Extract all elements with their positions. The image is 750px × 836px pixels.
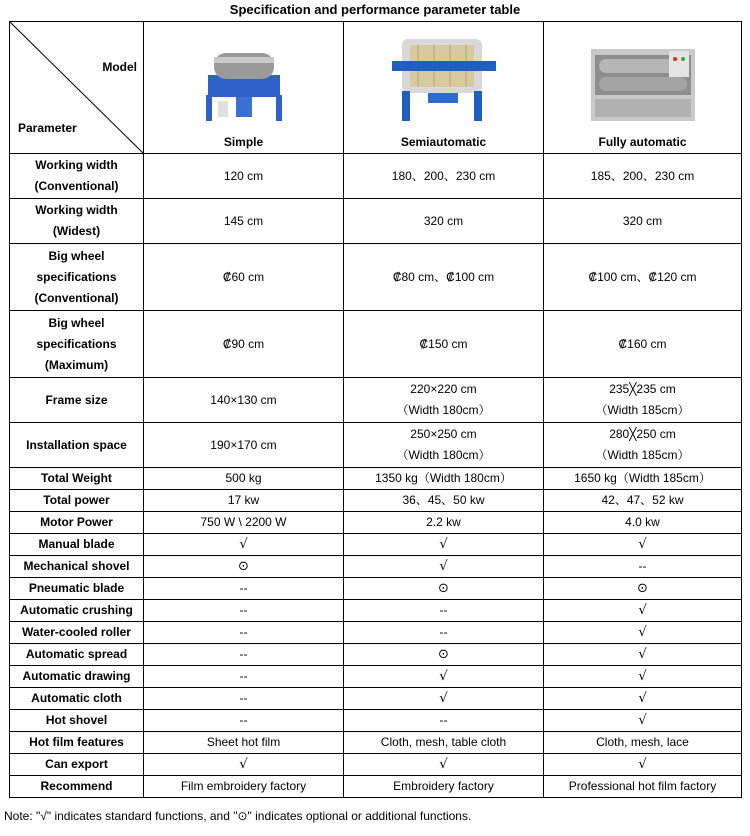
value-cell	[544, 512, 742, 534]
value-cell	[544, 199, 742, 244]
value-cell	[144, 600, 344, 622]
value-cell	[144, 311, 344, 378]
value-line: （Width 185cm）	[595, 448, 690, 462]
model-fully-automatic-cell	[544, 22, 742, 154]
fully-automatic-machine-photo	[585, 41, 701, 125]
parameter-cell	[10, 490, 144, 512]
table-row	[10, 199, 742, 244]
parameter-label-line: Mechanical shovel	[23, 559, 130, 573]
value-cell	[544, 578, 742, 600]
value-cell	[144, 578, 344, 600]
parameter-cell	[10, 154, 144, 199]
parameter-cell	[10, 378, 144, 423]
standard-check-icon: √	[439, 691, 448, 706]
value-text: ₡100 cm、₡120 cm	[588, 269, 697, 284]
parameter-label-line: (Conventional)	[34, 179, 119, 193]
parameter-label-line: Automatic drawing	[22, 669, 131, 683]
standard-check-icon: √	[638, 669, 647, 684]
parameter-cell	[10, 644, 144, 666]
parameter-cell	[10, 556, 144, 578]
value-cell	[544, 311, 742, 378]
value-cell	[144, 468, 344, 490]
optional-circle-icon: ⊙	[438, 647, 449, 662]
value-cell	[144, 534, 344, 556]
value-cell	[544, 754, 742, 776]
parameter-label-line: Automatic spread	[25, 647, 128, 661]
value-text: ₡60 cm	[222, 269, 265, 284]
value-text: 320 cm	[622, 213, 663, 228]
parameter-cell	[10, 754, 144, 776]
value-cell	[544, 468, 742, 490]
value-cell	[344, 490, 544, 512]
value-cell	[544, 688, 742, 710]
value-cell	[144, 244, 344, 311]
value-text: 1650 kg（Width 185cm）	[574, 471, 711, 485]
value-text: 36、45、50 kw	[402, 493, 485, 507]
value-cell	[544, 600, 742, 622]
value-text: --	[239, 669, 248, 683]
value-text: Cloth, mesh, lace	[596, 735, 689, 749]
parameter-label-line: (Widest)	[52, 224, 101, 238]
value-text: --	[439, 713, 448, 727]
standard-check-icon: √	[239, 537, 248, 552]
parameter-cell	[10, 423, 144, 468]
table-row	[10, 644, 742, 666]
value-text: 120 cm	[223, 168, 264, 183]
value-cell	[144, 378, 344, 423]
parameter-label-line: Big wheel	[48, 315, 105, 330]
value-line: 250×250 cm	[410, 427, 477, 441]
table-row	[10, 732, 742, 754]
parameter-label-line: (Conventional)	[34, 290, 119, 305]
table-row	[10, 490, 742, 512]
value-cell	[344, 732, 544, 754]
optional-circle-icon: ⊙	[238, 559, 249, 574]
standard-check-icon: √	[638, 603, 647, 618]
standard-check-icon: √	[638, 713, 647, 728]
value-text: 42、47、52 kw	[601, 493, 684, 507]
parameter-cell	[10, 512, 144, 534]
value-cell	[544, 776, 742, 798]
table-row	[10, 512, 742, 534]
value-line: （Width 180cm）	[396, 403, 491, 417]
value-text: 185、200、230 cm	[590, 168, 695, 183]
value-text: ₡90 cm	[222, 336, 265, 351]
parameter-label-line: Motor Power	[40, 515, 113, 529]
value-cell	[344, 776, 544, 798]
value-cell	[144, 622, 344, 644]
value-cell	[344, 666, 544, 688]
model-label: Model	[102, 60, 137, 74]
parameter-cell	[10, 732, 144, 754]
table-row	[10, 600, 742, 622]
model-semiautomatic-cell	[344, 22, 544, 154]
value-text: 1350 kg（Width 180cm）	[375, 471, 512, 485]
parameter-label-line: Automatic cloth	[31, 691, 122, 705]
table-title: Specification and performance parameter table	[229, 2, 521, 17]
value-cell	[544, 534, 742, 556]
value-cell	[344, 556, 544, 578]
value-cell	[544, 556, 742, 578]
parameter-cell	[10, 199, 144, 244]
parameter-cell	[10, 622, 144, 644]
value-text: 190×170 cm	[210, 437, 277, 452]
semiautomatic-machine-photo	[388, 31, 500, 125]
value-cell	[144, 732, 344, 754]
parameter-label-line: Water-cooled roller	[22, 625, 131, 639]
standard-check-icon: √	[638, 757, 647, 772]
value-cell	[544, 423, 742, 468]
value-line: （Width 180cm）	[396, 448, 491, 462]
value-cell	[544, 490, 742, 512]
parameter-label-line: Working width	[35, 203, 118, 217]
table-row	[10, 710, 742, 732]
table-row	[10, 666, 742, 688]
simple-machine-photo	[198, 45, 290, 125]
value-text: ₡150 cm	[419, 336, 468, 351]
value-line: 280╳250 cm	[609, 427, 676, 441]
value-text: 180、200、230 cm	[391, 168, 496, 183]
table-row	[10, 378, 742, 423]
value-line: 235╳235 cm	[609, 382, 676, 396]
parameter-cell	[10, 666, 144, 688]
value-text: --	[439, 625, 448, 639]
table-row	[10, 311, 742, 378]
parameter-label-line: Hot film features	[29, 735, 124, 749]
value-cell	[144, 688, 344, 710]
parameter-label-line: (Maximum)	[44, 357, 109, 372]
parameter-label-line: Hot shovel	[45, 713, 108, 727]
table-row	[10, 534, 742, 556]
value-cell	[144, 423, 344, 468]
standard-check-icon: √	[239, 757, 248, 772]
model-simple-cell	[144, 22, 344, 154]
parameter-cell	[10, 244, 144, 311]
table-row	[10, 423, 742, 468]
optional-circle-icon: ⊙	[637, 581, 648, 596]
table-row	[10, 154, 742, 199]
parameter-label-line: Big wheel	[48, 248, 105, 263]
value-cell	[344, 378, 544, 423]
standard-check-icon: √	[638, 647, 647, 662]
value-cell	[144, 154, 344, 199]
value-cell	[344, 512, 544, 534]
value-cell	[144, 490, 344, 512]
standard-check-icon: √	[439, 537, 448, 552]
standard-check-icon: √	[439, 559, 448, 574]
parameter-label-line: Total power	[43, 493, 110, 507]
parameter-label-line: Can export	[45, 757, 108, 771]
standard-check-icon: √	[439, 757, 448, 772]
value-cell	[344, 423, 544, 468]
value-text: Cloth, mesh, table cloth	[380, 735, 507, 749]
table-row	[10, 578, 742, 600]
parameter-label-line: specifications	[36, 336, 117, 351]
model-name-simple: Simple	[223, 135, 264, 149]
value-cell	[344, 688, 544, 710]
value-cell	[344, 199, 544, 244]
value-text: ₡80 cm、₡100 cm	[392, 269, 495, 284]
parameter-label-line: Pneumatic blade	[28, 581, 125, 595]
value-text: --	[239, 603, 248, 617]
value-text: 17 kw	[227, 493, 260, 507]
standard-check-icon: √	[638, 691, 647, 706]
standard-check-icon: √	[638, 537, 647, 552]
value-text: 4.0 kw	[625, 515, 660, 529]
value-cell	[544, 644, 742, 666]
parameter-label-line: Working width	[35, 158, 118, 172]
value-cell	[544, 666, 742, 688]
parameter-label-line: Installation space	[26, 437, 127, 452]
value-cell	[344, 578, 544, 600]
model-name-semiautomatic: Semiautomatic	[400, 135, 487, 149]
value-cell	[144, 199, 344, 244]
value-line: 220×220 cm	[410, 382, 477, 396]
value-text: --	[638, 559, 647, 573]
standard-check-icon: √	[638, 625, 647, 640]
value-cell	[544, 378, 742, 423]
value-cell	[144, 666, 344, 688]
parameter-cell	[10, 578, 144, 600]
value-text: --	[439, 603, 448, 617]
value-text: ₡160 cm	[618, 336, 667, 351]
parameter-cell	[10, 468, 144, 490]
value-text: 2.2 kw	[426, 515, 461, 529]
value-cell	[344, 244, 544, 311]
header-row	[10, 22, 742, 154]
table-row	[10, 622, 742, 644]
table-row	[10, 776, 742, 798]
value-cell	[344, 754, 544, 776]
optional-circle-icon: ⊙	[438, 581, 449, 596]
footnote: Note: "√" indicates standard functions, and "⊙" indicates optional or additional functions.	[4, 809, 472, 823]
parameter-cell	[10, 534, 144, 556]
parameter-cell	[10, 710, 144, 732]
parameter-label-line: Automatic crushing	[20, 603, 133, 617]
value-line: （Width 185cm）	[595, 403, 690, 417]
value-cell	[544, 244, 742, 311]
value-cell	[344, 710, 544, 732]
value-text: --	[239, 581, 248, 595]
table-row	[10, 556, 742, 578]
value-cell	[144, 754, 344, 776]
parameter-label: Parameter	[18, 121, 77, 135]
value-cell	[144, 776, 344, 798]
value-cell	[344, 154, 544, 199]
value-text: Professional hot film factory	[568, 779, 717, 793]
value-text: Film embroidery factory	[180, 779, 307, 793]
table-row	[10, 244, 742, 311]
parameter-label-line: specifications	[36, 269, 117, 284]
value-cell	[344, 534, 544, 556]
value-cell	[344, 468, 544, 490]
parameter-cell	[10, 600, 144, 622]
parameter-cell	[10, 311, 144, 378]
model-name-fully-automatic: Fully automatic	[598, 135, 687, 149]
parameter-label-line: Manual blade	[38, 537, 115, 551]
value-text: Sheet hot film	[206, 735, 281, 749]
value-cell	[344, 622, 544, 644]
value-text: --	[239, 625, 248, 639]
header-corner-cell	[10, 22, 144, 154]
value-cell	[544, 154, 742, 199]
value-cell	[144, 512, 344, 534]
spec-table	[9, 21, 742, 798]
parameter-cell	[10, 688, 144, 710]
table-row	[10, 468, 742, 490]
value-cell	[144, 556, 344, 578]
value-cell	[144, 710, 344, 732]
value-text: --	[239, 691, 248, 705]
value-cell	[544, 732, 742, 754]
value-text: Embroidery factory	[393, 779, 494, 793]
parameter-label-line: Frame size	[45, 392, 108, 407]
value-cell	[144, 644, 344, 666]
value-text: 750 W \ 2200 W	[200, 515, 287, 529]
standard-check-icon: √	[439, 669, 448, 684]
table-row	[10, 754, 742, 776]
value-text: --	[239, 713, 248, 727]
value-cell	[344, 600, 544, 622]
value-cell	[344, 311, 544, 378]
value-cell	[344, 644, 544, 666]
value-cell	[544, 710, 742, 732]
value-text: 500 kg	[225, 471, 262, 485]
value-text: 145 cm	[223, 213, 264, 228]
value-text: --	[239, 647, 248, 661]
table-row	[10, 688, 742, 710]
parameter-label-line: Total Weight	[41, 471, 112, 485]
parameter-label-line: Recommend	[40, 779, 113, 793]
value-text: 140×130 cm	[210, 392, 277, 407]
value-cell	[544, 622, 742, 644]
value-text: 320 cm	[423, 213, 464, 228]
parameter-cell	[10, 776, 144, 798]
